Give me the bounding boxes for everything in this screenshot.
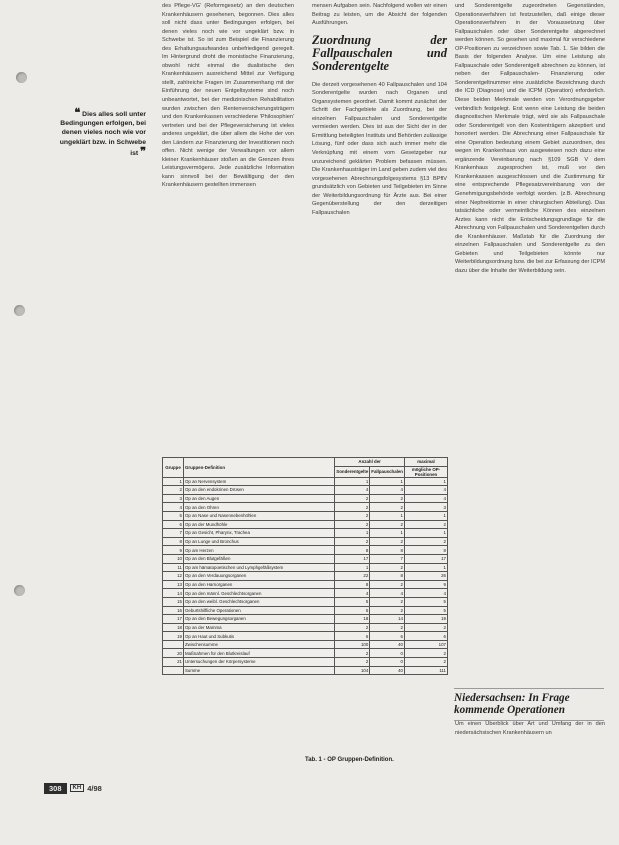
cell-fallpauschalen: 7 <box>370 554 405 563</box>
table-row <box>163 649 448 658</box>
cell-definition: Op an den Ohren <box>184 503 335 512</box>
cell-sonderentgelte: 2 <box>335 658 370 667</box>
cell-group: 7 <box>163 529 184 538</box>
op-group-table <box>162 457 448 675</box>
table-row <box>163 520 448 529</box>
cell-fallpauschalen: 1 <box>370 529 405 538</box>
cell-op-positions: 9 <box>405 580 448 589</box>
cell-definition: Op an Lunge und Bronchus <box>184 537 335 546</box>
table-row <box>163 640 448 649</box>
cell-op-positions: 4 <box>405 589 448 598</box>
cell-definition: Op an Nervensystem <box>184 477 335 486</box>
cell-fallpauschalen: 0 <box>370 658 405 667</box>
table-row <box>163 632 448 641</box>
cell-op-positions: 111 <box>405 666 448 675</box>
cell-group: 16 <box>163 606 184 615</box>
punch-hole-lower <box>14 585 25 596</box>
quote-mark-close: ❞ <box>140 144 146 158</box>
cell-op-positions: 2 <box>405 623 448 632</box>
cell-definition: Summe <box>184 666 335 675</box>
cell-definition: Untersuchungen der Körpersysteme <box>184 658 335 667</box>
cell-group: 20 <box>163 649 184 658</box>
section-heading: Zuordnung der Fallpauschalen und Sonderentgelte <box>312 32 447 73</box>
cell-definition: Op an der Mundhöhle <box>184 520 335 529</box>
table-row <box>163 615 448 624</box>
cell-op-positions: 4 <box>405 486 448 495</box>
cell-sonderentgelte: 2 <box>335 511 370 520</box>
cell-group <box>163 640 184 649</box>
cell-sonderentgelte: 17 <box>335 554 370 563</box>
cell-definition: Op an den endokrinen Drüsen <box>184 486 335 495</box>
table-row <box>163 658 448 667</box>
cell-fallpauschalen: 2 <box>370 503 405 512</box>
cell-sonderentgelte: 4 <box>335 486 370 495</box>
cell-group: 10 <box>163 554 184 563</box>
cell-op-positions: 6 <box>405 632 448 641</box>
cell-sonderentgelte: 100 <box>335 640 370 649</box>
cell-fallpauschalen: 2 <box>370 494 405 503</box>
cell-group: 9 <box>163 546 184 555</box>
table-row <box>163 477 448 486</box>
cell-sonderentgelte: 2 <box>335 623 370 632</box>
cell-fallpauschalen: 4 <box>370 589 405 598</box>
table-row <box>163 486 448 495</box>
table-row <box>163 580 448 589</box>
table-row <box>163 606 448 615</box>
column-2-text: Die derzeit vorgesehenen 40 Fallpauschalen und 104 Sonderentgelte wurden nach Organen und Organsystemen geordnet. Damit kommt zunächst der Schritt der Fachgebiete als Zuordnung, bei der einzelnen Fallpauschalen und Sonderentgelte vermieden werden. Dies ist aus der Sicht der in der Ermittlung beteiligten Instituts und Behörden zulässige Lösung, fünf oder dass sich auch immer mehr die Verknüpfung mit einem vom Gesetzgeber nur unzureichend geklärten Problem befassen müssen. Die Krankenhausträger im Land geben zudem viel des vorgesehenen Abrechnungsfolgesystems §13 BPflV grundsätzlich von Gebieten und Teilgebieten im Sinne der Weiterbildungsordnung für Ärzte aus. Bei einer Gegenüberstellung der den derzeitigen Fallpauschalen <box>312 81 447 216</box>
cell-sonderentgelte: 2 <box>335 537 370 546</box>
cell-op-positions: 1 <box>405 563 448 572</box>
cell-op-positions: 1 <box>405 477 448 486</box>
journal-logo: KH <box>70 784 85 792</box>
cell-group: 2 <box>163 486 184 495</box>
page-number: 308 <box>44 783 67 794</box>
cell-sonderentgelte: 4 <box>335 589 370 598</box>
cell-definition: Zwischensumme <box>184 640 335 649</box>
cell-sonderentgelte: 8 <box>335 546 370 555</box>
cell-op-positions: 17 <box>405 554 448 563</box>
th-count: Anzahl der <box>335 458 405 467</box>
cell-sonderentgelte: 22 <box>335 572 370 581</box>
table-row <box>163 623 448 632</box>
cell-fallpauschalen: 6 <box>370 632 405 641</box>
cell-definition: Op an den Augen <box>184 494 335 503</box>
cell-group: 1 <box>163 477 184 486</box>
cell-fallpauschalen: 8 <box>370 572 405 581</box>
cell-definition: Geburtshilfliche Operationen <box>184 606 335 615</box>
cell-group <box>163 666 184 675</box>
cell-group: 21 <box>163 658 184 667</box>
cell-sonderentgelte: 2 <box>335 649 370 658</box>
cell-group: 18 <box>163 623 184 632</box>
cell-fallpauschalen: 8 <box>370 546 405 555</box>
cell-definition: Op an den Blutgefäßen <box>184 554 335 563</box>
box-text <box>455 720 605 737</box>
cell-definition: Op an Gesicht, Pharynx, Trachea <box>184 529 335 538</box>
cell-group: 5 <box>163 511 184 520</box>
cell-fallpauschalen: 1 <box>370 511 405 520</box>
cell-group: 19 <box>163 632 184 641</box>
th-max: maximal <box>405 458 448 467</box>
table-row <box>163 666 448 675</box>
table-row <box>163 589 448 598</box>
table-row <box>163 554 448 563</box>
cell-definition: Op an den Bewegungsorganen <box>184 615 335 624</box>
cell-fallpauschalen: 40 <box>370 640 405 649</box>
column-3 <box>455 2 605 682</box>
cell-sonderentgelte: 18 <box>335 615 370 624</box>
cell-op-positions: 1 <box>405 511 448 520</box>
cell-group: 8 <box>163 537 184 546</box>
column-1-text: des Pflege-VG' (Reformgesetz) an den deutschen Krankenhäusern gesehenen, begonnen. Dies alles soll nicht dass unter Bedingungen erfolgen, bei denen vieles noch wie vor ungeklärt bzw. in Schwebe ist. So ist zum Beispiel die Finanzierung des Erhaltungsaufwandes unbefriedigend geregelt. Im Hintergrund droht die monistische Finanzierung, obwohl nicht einmal die dualistische den Krankenhäusern ausreichend Mittel zur Verfügung stellt, zahlreiche Fragen im Zusammenhang mit der Einführung der neuen Entgeltsysteme sind noch unbeantwortet, bei der medizinischen Rehabilitation wurden zwischen den Rentenversicherungsträgern und den Krankenkassen verschiedene 'Philosophien' vertreten und bei der Pflegeversicherung ist vieles anderes ungeklärt, die über allem die Hohe der von den Ländern zur Finanzierung der Investitionen noch offen. Nicht wenige der Verwaltungen vor allem kleiner Krankenhäuser stoßen an die Grenzen ihres Leistungsvermögens. Jede zusätzliche Information kann sinnvoll bei der Bewältigung der den Krankenhäusern gestellten immensen <box>162 3 294 189</box>
cell-op-positions: 8 <box>405 546 448 555</box>
cell-fallpauschalen: 2 <box>370 580 405 589</box>
th-definition: Gruppen-Definition <box>184 458 335 478</box>
cell-sonderentgelte: 6 <box>335 632 370 641</box>
cell-op-positions: 107 <box>405 640 448 649</box>
cell-group: 15 <box>163 597 184 606</box>
cell-definition: Maßnahmen für den Blutkreislauf <box>184 649 335 658</box>
cell-definition: Op am hämatopoetischen und Lymphgefäßsystem <box>184 563 335 572</box>
cell-sonderentgelte: 2 <box>335 494 370 503</box>
cell-fallpauschalen: 2 <box>370 520 405 529</box>
cell-fallpauschalen: 14 <box>370 615 405 624</box>
table-caption: Tab. 1 - OP Gruppen-Definition. <box>305 757 394 763</box>
cell-op-positions: 5 <box>405 597 448 606</box>
cell-op-positions: 2 <box>405 537 448 546</box>
cell-sonderentgelte: 1 <box>335 477 370 486</box>
column-1 <box>162 2 294 454</box>
cell-group: 6 <box>163 520 184 529</box>
box-text-body: Um einen Überblick über Art und Umfang der in den niedersächsischen Krankenhäusern un <box>455 721 605 736</box>
cell-sonderentgelte: 2 <box>335 503 370 512</box>
cell-definition: Op an der Mamma <box>184 623 335 632</box>
cell-definition: Op an den männl. Geschlechtsorganen <box>184 589 335 598</box>
cell-op-positions: 19 <box>405 615 448 624</box>
cell-group: 17 <box>163 615 184 624</box>
cell-definition: Op an den Harnorganen <box>184 580 335 589</box>
table-row <box>163 494 448 503</box>
cell-group: 3 <box>163 494 184 503</box>
pull-quote-text: Dies alles soll unter Bedingungen erfolgen, bei denen vieles noch wie vor ungeklärt bzw. in Schwebe ist <box>59 111 146 157</box>
cell-group: 13 <box>163 580 184 589</box>
cell-sonderentgelte: 1 <box>335 563 370 572</box>
cell-sonderentgelte: 5 <box>335 597 370 606</box>
punch-hole-top <box>16 72 27 83</box>
cell-sonderentgelte: 8 <box>335 580 370 589</box>
page-footer <box>44 782 102 794</box>
table-row <box>163 511 448 520</box>
table-row <box>163 529 448 538</box>
th-op-positions: mögliche OP-Positionen <box>405 466 448 477</box>
cell-op-positions: 4 <box>405 494 448 503</box>
th-fallpauschalen: Fallpauschalen <box>370 466 405 477</box>
cell-group: 11 <box>163 563 184 572</box>
cell-fallpauschalen: 2 <box>370 606 405 615</box>
cell-fallpauschalen: 2 <box>370 623 405 632</box>
cell-definition: Op am Herzen <box>184 546 335 555</box>
cell-sonderentgelte: 1 <box>335 529 370 538</box>
cell-op-positions: 2 <box>405 658 448 667</box>
cell-group: 4 <box>163 503 184 512</box>
cell-group: 12 <box>163 572 184 581</box>
cell-definition: Op an Nase und Nasennebenhöhlen <box>184 511 335 520</box>
cell-sonderentgelte: 104 <box>335 666 370 675</box>
table-row <box>163 546 448 555</box>
th-sonderentgelte: Sonderentgelte <box>335 466 370 477</box>
cell-sonderentgelte: 5 <box>335 606 370 615</box>
cell-op-positions: 3 <box>405 503 448 512</box>
pull-quote <box>58 108 146 158</box>
column-3-text: und Sonderentgelte zugeordneten Gegenständen, Operationsverfahren ist festzustellen, daß einige dieser Operationsverfahren in der Voraussetzung über Fallpauschalen oder über Sonderentgelte abgerechnet werden können. So gesehen und maximal für verschiedene OP-Positionen zu verzeichnen sowie Tab. 1. Sie bilden die Basis der folgenden Analyse. Um eine Leistung als Fallpauschale oder Sonderentgelt abrechnen zu können, ist neben der Fallpauschalen- Finanzierung oder Sonderentgeltnummer eine zusätzliche Bezeichnung durch die ICD (Diagnose) und die ICPM (Operation) erforderlich. Diese beiden Merkmale werden von Verordnungsgeber verbindlich festgelegt. Erst wenn eine Leistung die beiden diagnostischen Merkmale trägt, wird sie als Fallpauschale oder Sonderentgelt von den Kostenträgern akzeptiert und honoriert werden. Die Abrechnung einer Fallpauschale für eine Operation bedeutung einem Gebiet zuzuordnen, des wegen im Krankenhaus von ausgewiesen noch dazu eine ergänzende Vereinbarung nach §109 SGB V dem Krankenhaus zugesprochen ist, muß vor den Krankenkassen ausgeschlossen und die Zustimmung für eine entsprechende Pflegesatzvereinbarung von der Genehmigungsbehörde verfolgt worden. (z.B. Abrechnung einer Nephrektomie in einer chirurgischen Abteilung). Das tatsächliche oder vermeintliche Können des einzelnen Arztes kann nicht die Entscheidungsgrundlage für die Abrechnung von Fallpauschalen und Sonderentgelten durch die Krankenhäuser. Maßstab für die Zuordnung der einzelnen Fallpauschalen und Sonderentgelte zu den Gebieten und Teilgebieten könnte nur Weiterbildungsordnung bzw. die bei zur Erfassung der ICPM dazu über die Inhalte der Weiterbildung sein. <box>455 3 605 274</box>
cell-definition: Op an den Verdauungsorganen <box>184 572 335 581</box>
cell-definition: Op an den weibl. Geschlechtsorganen <box>184 597 335 606</box>
table-row <box>163 563 448 572</box>
cell-op-positions: 26 <box>405 572 448 581</box>
box-heading: Niedersachsen: In Frage kommende Operationen <box>454 688 604 721</box>
column-2 <box>312 2 447 454</box>
punch-hole-middle <box>14 305 25 316</box>
cell-op-positions: 5 <box>405 606 448 615</box>
cell-fallpauschalen: 2 <box>370 537 405 546</box>
cell-fallpauschalen: 0 <box>370 649 405 658</box>
cell-op-positions: 2 <box>405 520 448 529</box>
column-2-intro: mensen Aufgaben sein. Nachfolgend wollen wir einen Beitrag zu leisten, um die Absicht der folgenden Ausführungen. <box>312 3 447 27</box>
cell-fallpauschalen: 40 <box>370 666 405 675</box>
cell-op-positions: 2 <box>405 649 448 658</box>
issue-number: 4/98 <box>87 783 102 793</box>
table-row <box>163 572 448 581</box>
cell-group: 14 <box>163 589 184 598</box>
cell-fallpauschalen: 4 <box>370 486 405 495</box>
quote-mark-open: ❝ <box>74 106 81 119</box>
table-row <box>163 537 448 546</box>
table-body <box>163 477 448 675</box>
table-row <box>163 597 448 606</box>
cell-definition: Op an Haut und Subkutis <box>184 632 335 641</box>
cell-fallpauschalen: 2 <box>370 563 405 572</box>
cell-fallpauschalen: 2 <box>370 597 405 606</box>
cell-sonderentgelte: 2 <box>335 520 370 529</box>
cell-op-positions: 1 <box>405 529 448 538</box>
th-group: Gruppe <box>163 458 184 478</box>
table-row <box>163 503 448 512</box>
cell-fallpauschalen: 1 <box>370 477 405 486</box>
